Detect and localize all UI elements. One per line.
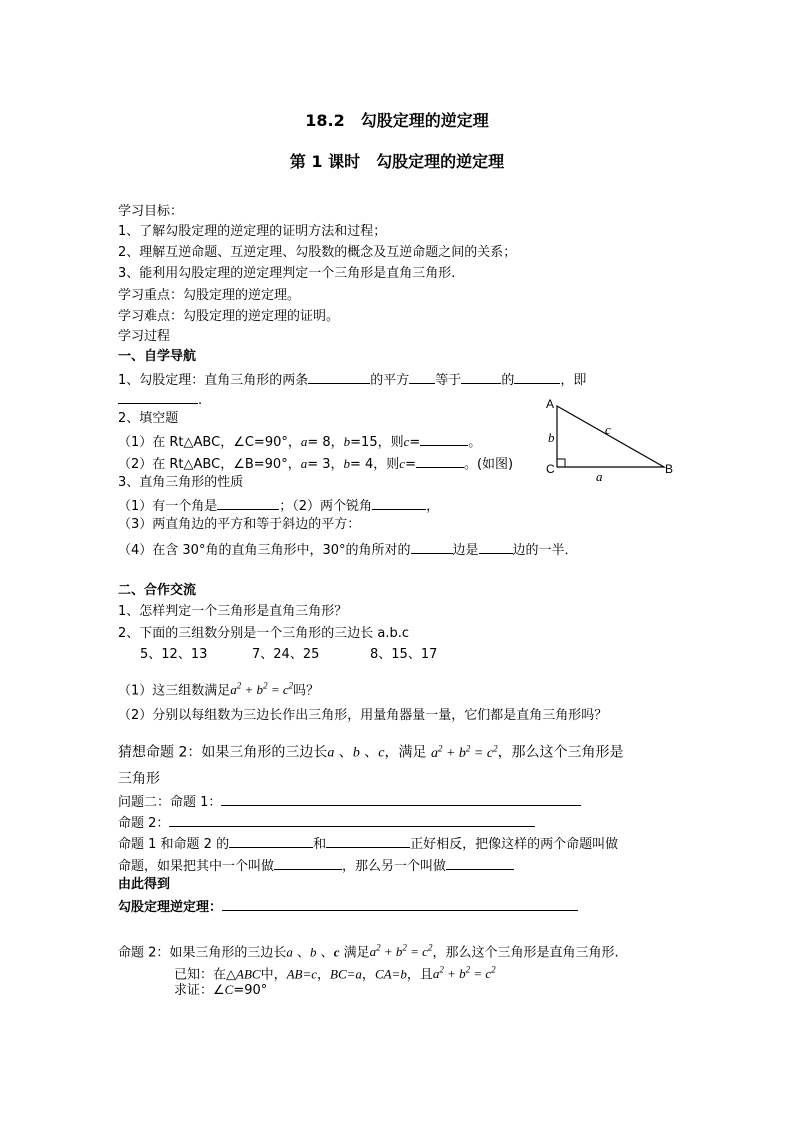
question-3-1: （1）有一个角是 ；（2）两个锐角 ， (118, 496, 439, 515)
section-heading: 二、合作交流 (118, 583, 197, 598)
question-2: 2、填空题 (118, 411, 179, 426)
answer-blank[interactable] (169, 813, 535, 827)
conjecture: 猜想命题 2：如果三角形的三边长a 、b 、c，满足 $a^2 + b^2 = c^2$，那么这个三角形是 (118, 743, 624, 761)
answer-blank[interactable] (308, 370, 370, 384)
vertex-c-label: C (546, 462, 555, 476)
answer-blank[interactable] (420, 432, 468, 446)
difficulty: 学习难点：勾股定理的逆定理的证明。 (118, 309, 340, 324)
side-a-label: a (596, 469, 603, 484)
answer-blank[interactable] (372, 496, 426, 510)
relation-line-1: 命题 1 和命题 2 的 和 正好相反，把像这样的两个命题叫做 (118, 834, 618, 853)
question-1: 1、怎样判定一个三角形是直角三角形？ (118, 604, 348, 619)
question-1: 1、勾股定理：直角三角形的两条 的平方 等于 的 ，即 (118, 370, 586, 389)
section-heading: 一、自学导航 (118, 349, 197, 364)
question-1-cont: . (118, 390, 202, 409)
question-3-3: （3）两直角边的平方和等于斜边的平方： (118, 517, 361, 532)
vertex-b-label: B (665, 462, 674, 476)
answer-blank[interactable] (461, 370, 501, 384)
proposition-2-full: 命题 2：如果三角形的三边长a 、b 、c 满足$a^2 + b^2 = c^2$，那么这个三角形是直角三角形. (118, 943, 619, 961)
answer-blank[interactable] (479, 540, 513, 554)
answer-blank[interactable] (222, 897, 578, 911)
answer-blank[interactable] (221, 792, 581, 806)
triple-3: 8、15、17 (370, 647, 438, 662)
conjecture-cont: 三角形 (118, 771, 160, 787)
answer-blank[interactable] (416, 454, 464, 468)
triple-2: 7、24、25 (252, 647, 320, 662)
therefore-heading: 由此得到 (118, 877, 171, 892)
question-3-4: （4）在含 30°角的直角三角形中，30°的角所对的 边是 边的一半． (118, 540, 578, 559)
answer-blank[interactable] (409, 370, 435, 384)
key-point: 学习重点：勾股定理的逆定理。 (118, 288, 301, 303)
question-2: 2、下面的三组数分别是一个三角形的三边长 a.b.c (118, 626, 410, 641)
side-b-label: b (548, 430, 555, 445)
question-2-2: （2）分别以每组数为三边长作出三角形，用量角器量一量，它们都是直角三角形吗？ (118, 708, 608, 723)
given: 已知：在△ABC中，AB=c，BC=a，CA=b，且$a^2 + b^2 = c^2$ (174, 965, 496, 983)
goal-item: 3、能利用勾股定理的逆定理判定一个三角形是直角三角形. (118, 266, 456, 281)
answer-blank[interactable] (229, 834, 313, 848)
proposition-2: 命题 2： (118, 813, 535, 832)
question-2-1: （1）这三组数满足$a^2 + b^2 = c^2$吗？ (118, 681, 320, 699)
question-2-2: （2）在 Rt△ABC，∠B=90°，a= 3，b= 4，则c= 。(如图) (118, 456, 514, 472)
vertex-a-label: A (546, 397, 555, 411)
question-2-1: （1）在 Rt△ABC，∠C=90°，a= 8，b=15，则c= 。 (118, 434, 482, 450)
answer-blank[interactable] (118, 390, 198, 404)
relation-line-2: 命题，如果把其中一个叫做 ，那么另一个叫做 (118, 856, 514, 875)
process-heading: 学习过程 (118, 329, 171, 344)
lesson-subtitle: 第 1 课时 勾股定理的逆定理 (289, 152, 505, 171)
right-angle-mark (557, 459, 565, 467)
answer-blank[interactable] (446, 856, 514, 870)
side-c-label: c (605, 422, 611, 437)
answer-blank[interactable] (411, 540, 453, 554)
problem-2: 问题二：命题 1： (118, 792, 581, 811)
goal-item: 1、了解勾股定理的逆定理的证明方法和过程； (118, 224, 387, 239)
triple-1: 5、12、13 (140, 647, 208, 662)
page-title: 18.2 勾股定理的逆定理 (305, 111, 489, 130)
converse-theorem: 勾股定理逆定理： (118, 897, 578, 916)
goals-heading: 学习目标： (118, 204, 184, 219)
question-3: 3、直角三角形的性质 (118, 475, 244, 490)
goal-item: 2、理解互逆命题、互逆定理、勾股数的概念及互逆命题之间的关系； (118, 245, 517, 260)
answer-blank[interactable] (514, 370, 560, 384)
answer-blank[interactable] (326, 834, 410, 848)
answer-blank[interactable] (274, 856, 342, 870)
right-triangle-figure (540, 394, 680, 484)
to-prove: 求证：∠C=90° (174, 982, 268, 998)
answer-blank[interactable] (217, 496, 279, 510)
